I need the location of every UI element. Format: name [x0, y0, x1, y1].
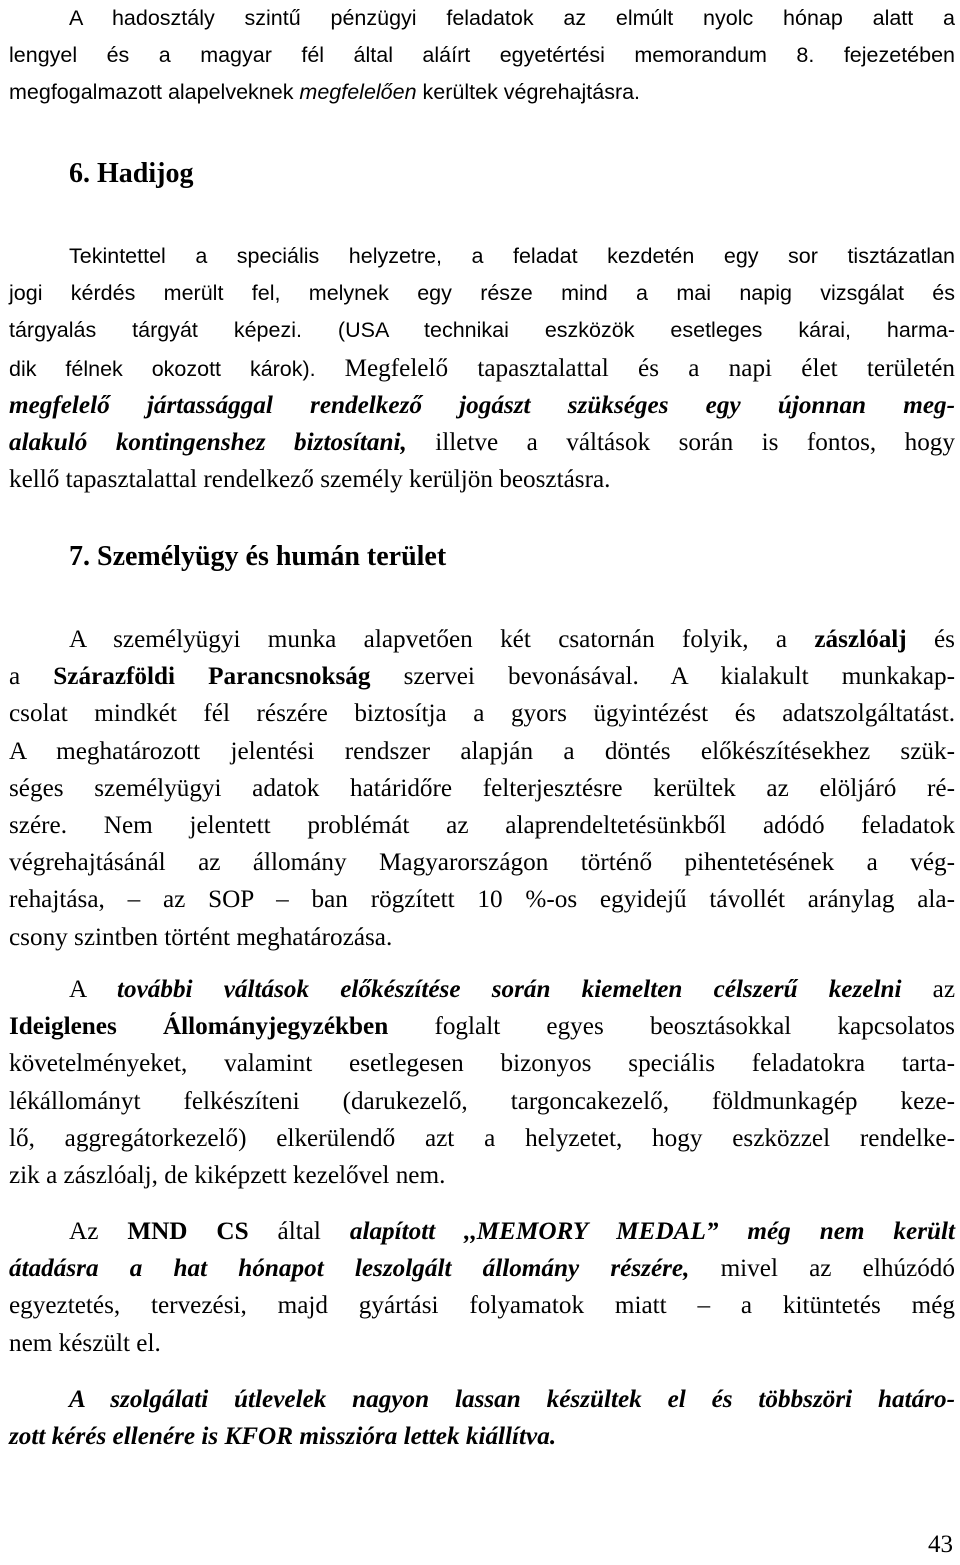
text-line: A meghatározott jelentési rendszer alapján a döntés előkészítésekhez szük-: [9, 737, 955, 765]
emphasis-text: további váltások előkészítése során kiemelten célszerű kezelni: [116, 976, 902, 1003]
emphasis-text: megfelelően: [299, 80, 417, 105]
text-line: [9, 424, 955, 461]
text-line: megfelelő jártassággal rendelkező jogászt szükséges egy újonnan meg-: [9, 391, 955, 419]
text-line: zik a zászlóalj, de kiképzett kezelővel nem.: [9, 1161, 446, 1189]
text-line: követelményeket, valamint esetlegesen bizonyos speciális feladatokra tarta-: [9, 1050, 955, 1078]
paragraph-hadijog: [9, 238, 955, 498]
text-line: [9, 350, 955, 387]
text-line: végrehajtásánál az állomány Magyarországon történő pihentetésének a vég-: [9, 849, 955, 877]
text-line: [9, 1250, 955, 1287]
text-line: tárgyalás tárgyát képezi. (USA technikai eszközök esetleges kárai, harma-: [9, 318, 955, 343]
text-run: illetve a váltások során is fontos, hogy: [406, 428, 955, 456]
emphasis-text: alapított ,,MEMORY MEDAL” még nem került: [349, 1218, 955, 1245]
text-run: A személyügyi munka alapvetően két csatornán folyik, a: [69, 626, 815, 653]
text-line: A szolgálati útlevelek nagyon lassan készültek el és többszöri határo-: [69, 1386, 955, 1413]
text-run: megfogalmazott alapelveknek: [9, 80, 300, 105]
text-run: szervei bevonásával. A kialakult munkakap-: [370, 663, 956, 691]
text-run: a: [9, 663, 54, 691]
section-heading-szemelyugy: 7. Személyügy és humán terület: [69, 541, 447, 572]
section-heading-hadijog: 6. Hadijog: [69, 158, 194, 189]
page-number: 43: [928, 1531, 953, 1558]
text-run: A: [69, 976, 117, 1003]
text-line: csolat mindkét fél részére biztosítja a gyors ügyintézést és adatszolgáltatást.: [9, 700, 955, 728]
text-line: [9, 1213, 955, 1250]
text-line: csony szintben történt meghatározása.: [9, 923, 393, 951]
text-run: dik félnek okozott károk).: [9, 356, 345, 381]
text-line: [9, 1008, 955, 1045]
paragraph-memory-medal: [9, 1213, 955, 1362]
paragraph-valtasok: [9, 971, 955, 1194]
text-line: [9, 74, 955, 111]
text-line: egyeztetés, tervezési, majd gyártási folyamatok miatt – a kitüntetés még: [9, 1292, 955, 1320]
bold-text: zászlóalj: [814, 626, 907, 653]
emphasis-text: alakuló kontingenshez biztosítani,: [9, 428, 407, 456]
text-line: lengyel és a magyar fél által aláírt egyetértési memorandum 8. fejezetében: [9, 43, 955, 68]
text-line: séges személyügyi adatok határidőre felterjesztésre kerültek az elöljáró ré-: [9, 774, 955, 802]
text-line: A hadosztály szintű pénzügyi feladatok az elmúlt nyolc hónap alatt a: [69, 6, 955, 30]
text-line: [9, 658, 955, 695]
text-run: az: [901, 976, 955, 1003]
text-line: lő, aggregátorkezelő) elkerülendő azt a helyzetet, hogy eszközzel rendelke-: [9, 1124, 955, 1152]
text-run: Megfelelő tapasztalattal és a napi élet területén: [344, 354, 956, 382]
text-line: kellő tapasztalattal rendelkező személy kerüljön beosztásra.: [9, 466, 611, 494]
text-run: és: [906, 626, 955, 653]
text-line: szére. Nem jelentett problémát az alaprendeltetésünkből adódó feladatok: [9, 811, 955, 839]
text-line: zott kérés ellenére is KFOR misszióra lettek kiállítva.: [9, 1423, 557, 1451]
bold-text: Ideiglenes Állományjegyzékben: [9, 1013, 389, 1041]
paragraph-finance: [9, 0, 955, 112]
text-run: által: [248, 1218, 350, 1245]
text-line: Tekintettel a speciális helyzetre, a feladat kezdetén egy sor tisztázatlan: [69, 244, 955, 268]
text-line: lékállományt felkészíteni (darukezelő, targoncakezelő, földmunkagép keze-: [9, 1087, 955, 1115]
text-line: jogi kérdés merült fel, melynek egy része mind a mai napig vizsgálat és: [9, 281, 955, 306]
paragraph-utlevelek: [9, 1381, 955, 1455]
text-run: mivel az elhúzódó: [689, 1255, 955, 1283]
text-line: [9, 621, 955, 658]
text-line: nem készült el.: [9, 1329, 161, 1357]
text-line: [9, 971, 955, 1008]
emphasis-text: átadásra a hat hónapot leszolgált állomány részére,: [9, 1255, 690, 1283]
text-line: rehajtása, – az SOP – ban rögzített 10 %-os egyidejű távollét aránylag ala-: [9, 886, 955, 914]
bold-text: Szárazföldi Parancsnokság: [53, 663, 371, 691]
bold-text: MND CS: [127, 1218, 249, 1245]
text-run: Az: [69, 1218, 128, 1245]
text-run: foglalt egyes beosztásokkal kapcsolatos: [388, 1013, 955, 1041]
text-run: kerültek végrehajtásra.: [416, 80, 641, 105]
paragraph-szemelyugy: [9, 621, 955, 956]
